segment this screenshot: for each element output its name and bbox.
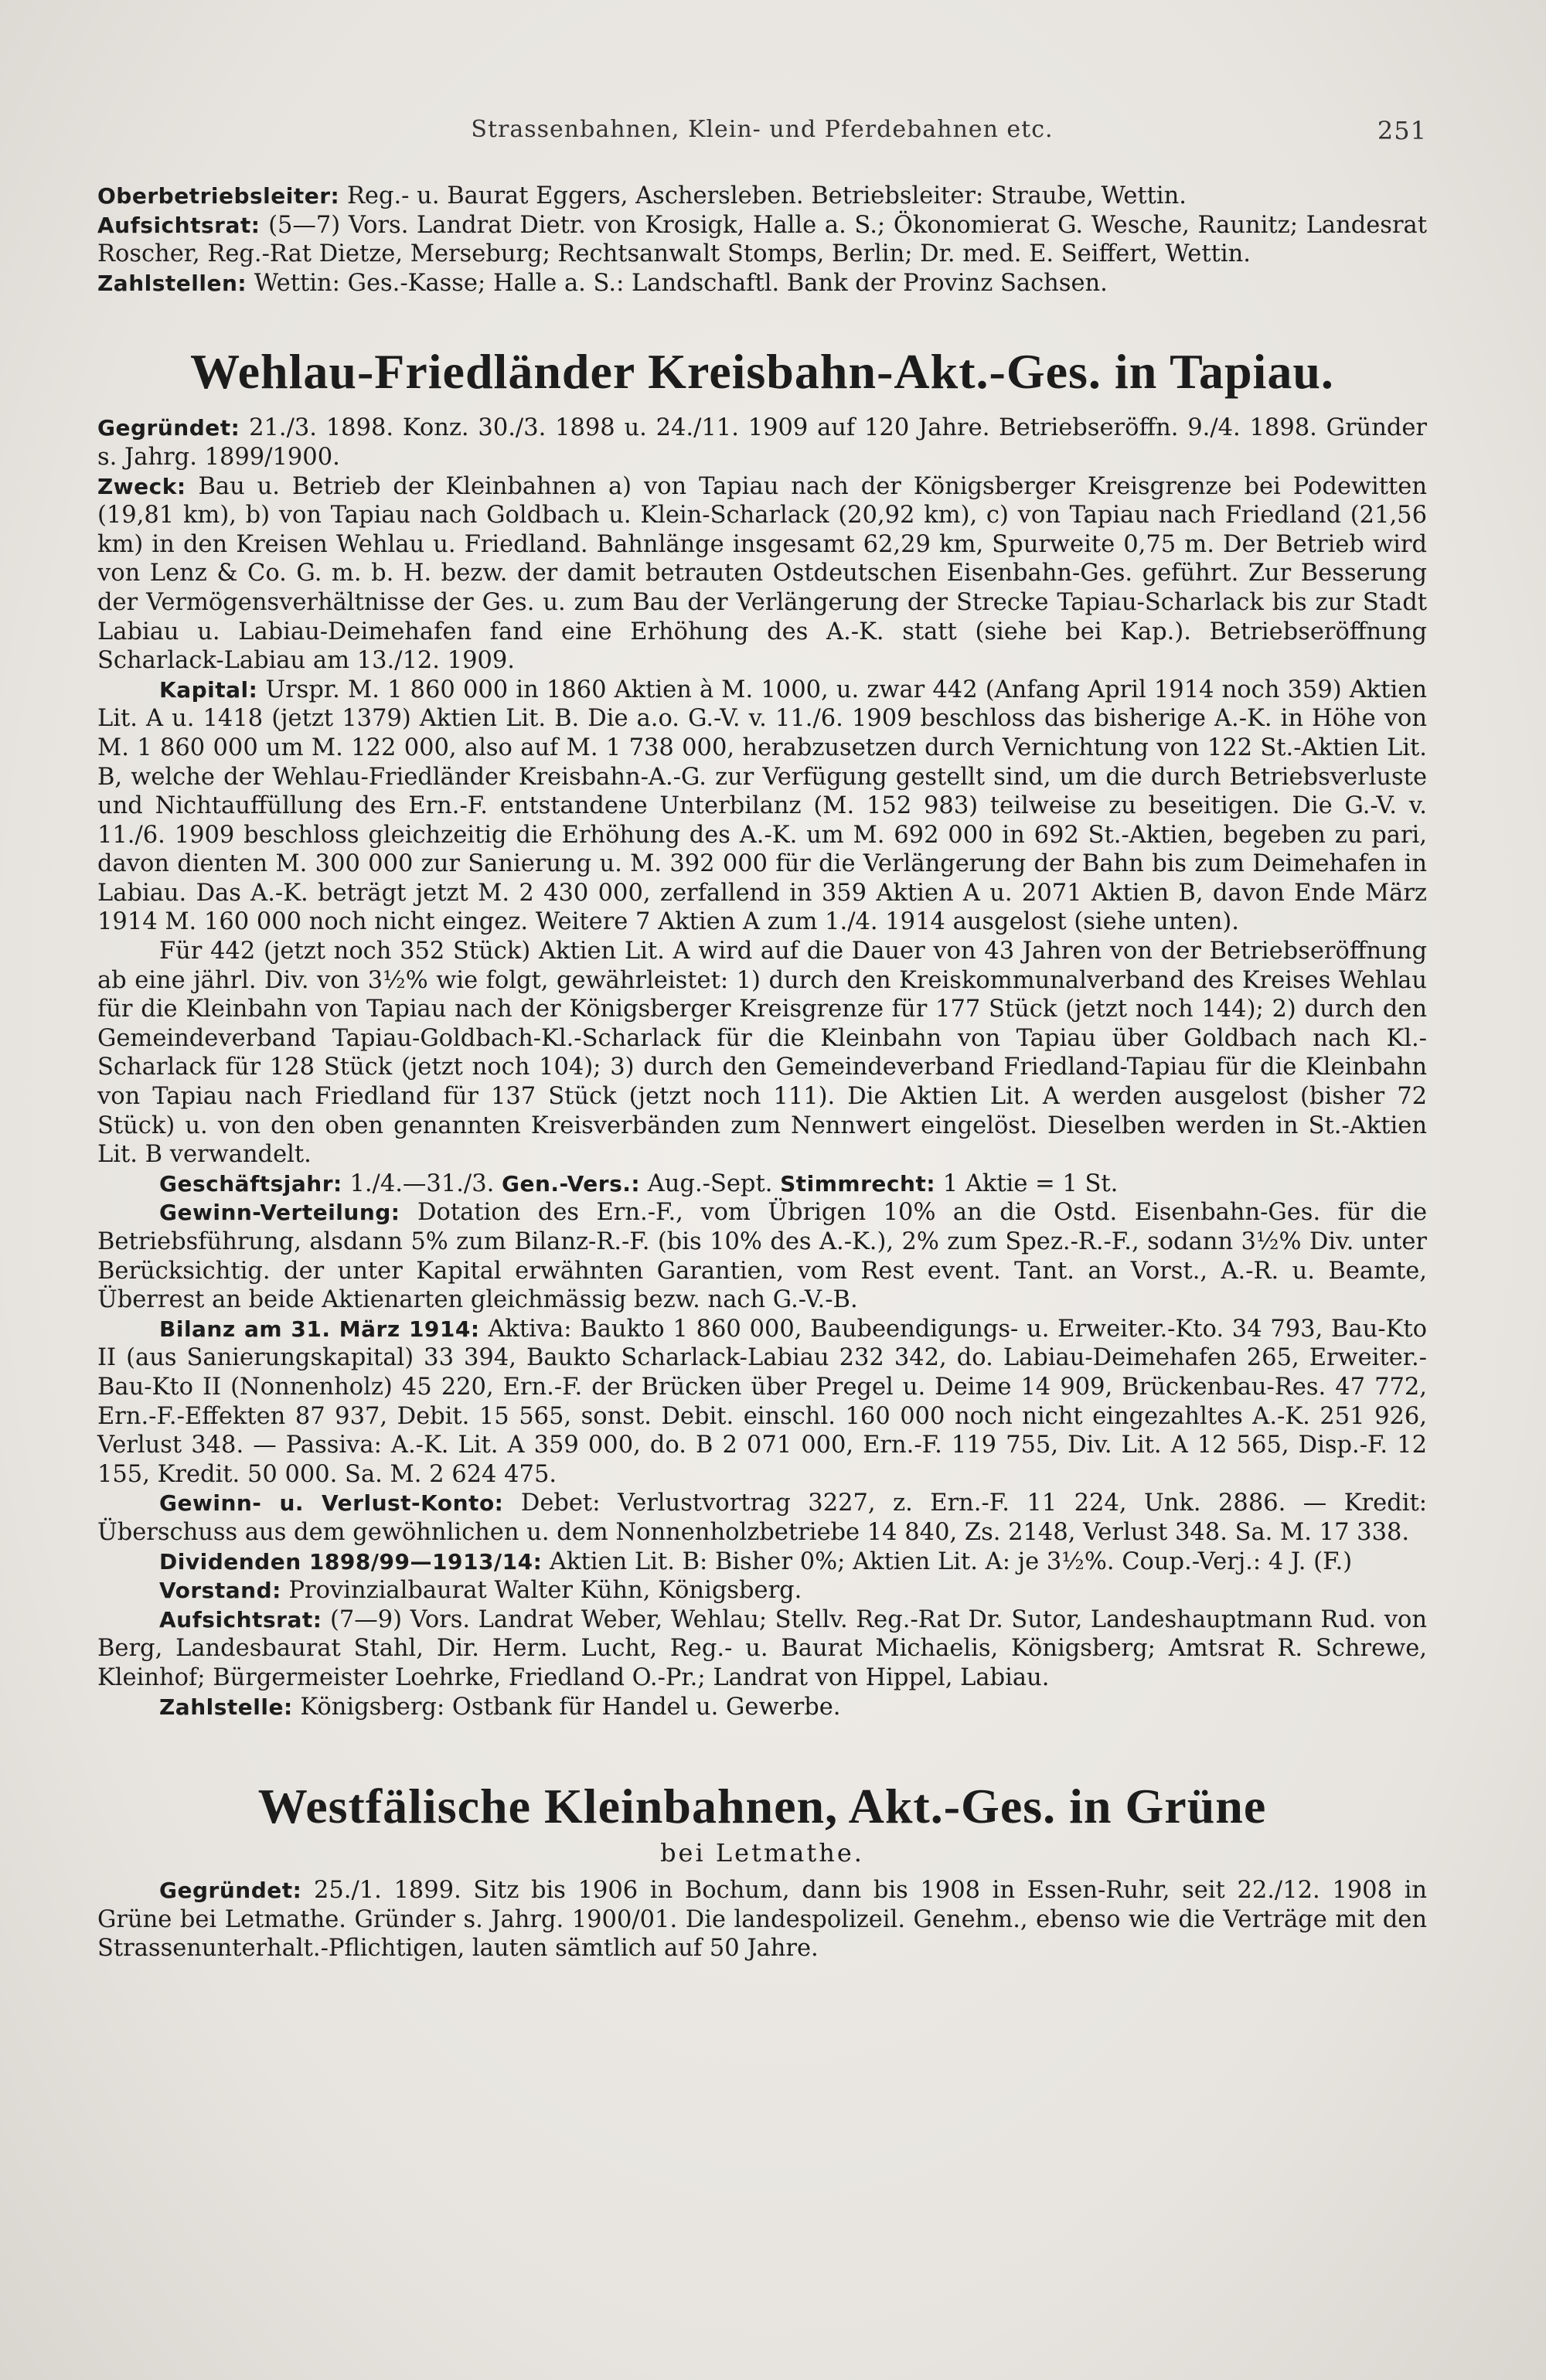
text-aufsichtsrat-wehlau: (7—9) Vors. Landrat Weber, Wehlau; Stellv. Reg.-Rat Dr. Sutor, Landeshauptmann Rud. von Berg, Landesbaurat Stahl, Dir. Herm. Lucht, Reg.- u. Baurat Michaelis, Königsberg; Amtsrat R. Schrewe, Kleinhof; Bürgermeister Loehrke, Friedland O.-Pr.; Landrat von Hippel, Labiau.: [97, 1605, 1427, 1691]
label-gegruendet-westfalen: Gegründet:: [159, 1878, 302, 1904]
text-gegruendet-wehlau: 21./3. 1898. Konz. 30./3. 1898 u. 24./11. 1909 auf 120 Jahre. Betriebseröffn. 9./4. 1898. Gründer s. Jahrg. 1899/1900.: [97, 414, 1427, 471]
label-kapital: Kapital:: [159, 676, 258, 703]
label-oberbetriebsleiter: Oberbetriebsleiter:: [97, 183, 340, 209]
label-zahlstelle-wehlau: Zahlstelle:: [159, 1694, 293, 1720]
paragraph-aufsichtsrat-intro: [97, 211, 1427, 269]
label-gewinn-verlust-konto: Gewinn- u. Verlust-Konto:: [159, 1490, 504, 1517]
heading-subtitle-letmathe: bei Letmathe.: [660, 1838, 864, 1868]
running-title: Strassenbahnen, Klein- und Pferdebahnen etc.: [471, 116, 1054, 143]
label-aufsichtsrat-wehlau: Aufsichtsrat:: [159, 1606, 322, 1633]
label-aufsichtsrat-intro: Aufsichtsrat:: [97, 212, 261, 238]
paragraph-gegruendet-wehlau: [97, 414, 1427, 472]
text-gewinn-verteilung: Dotation des Ern.-F., vom Übrigen 10% an die Ostd. Eisenbahn-Ges. für die Betriebsführung, alsdann 5% zum Bilanz-R.-F. (bis 10% des A.-K.), 2% zum Spez.-R.-F., sodann 3½% Div. unter Berücksichtig. der unter Kapital erwähnten Garantien, vom Rest event. Tant. an Vorst., A.-R. u. Beamte, Überrest an beide Aktienarten gleichmässig bezw. nach G.-V.-B.: [97, 1199, 1428, 1314]
text-dividenden: Aktien Lit. B: Bisher 0%; Aktien Lit. A: je 3½%. Coup.-Verj.: 4 J. (F.): [550, 1548, 1353, 1575]
text-gegruendet-westfalen: 25./1. 1899. Sitz bis 1906 in Bochum, dann bis 1908 in Essen-Ruhr, seit 22./12. 1908 in Grüne bei Letmathe. Gründer s. Jahrg. 1900/01. Die landespolizeil. Genehm., ebenso wie die Verträge mit den Strassenunterhalt.-Pflichtigen, lauten sämtlich auf 50 Jahre.: [97, 1877, 1427, 1963]
text-geschaeftsjahr: 1./4.—31./3.: [349, 1170, 495, 1197]
paragraph-gewinn-verteilung: [97, 1198, 1427, 1314]
paragraph-garantie: Für 442 (jetzt noch 352 Stück) Aktien Lit. A wird auf die Dauer von 43 Jahren von der Betriebseröffnung ab eine jährl. Div. von 3½% wie folgt, gewährleistet: 1) durch den Kreiskommunalverband des Kreises Wehlau für die Kleinbahn von Tapiau nach der Königsberger Kreisgrenze für 177 Stück (jetzt noch 144); 2) durch den Gemeindeverband Tapiau-Goldbach-Kl.-Scharlack für die Kleinbahn von Tapiau über Goldbach nach Kl.-Scharlack für 128 Stück (jetzt noch 104); 3) durch den Gemeindeverband Friedland-Tapiau für die Kleinbahn von Tapiau nach Friedland für 137 Stück (jetzt noch 111). Die Aktien Lit. A werden ausgelost (bisher 72 Stück) u. von den oben genannten Kreisverbänden zum Nennwert eingelöst. Dieselben werden in St.-Aktien Lit. B verwandelt.: [97, 938, 1427, 1169]
label-gegruendet-wehlau: Gegründet:: [97, 415, 240, 441]
label-dividenden: Dividenden 1898/99—1913/14:: [159, 1548, 543, 1575]
label-gewinn-verteilung: Gewinn-Verteilung:: [159, 1200, 400, 1226]
running-header: [97, 116, 1427, 143]
paragraph-oberbetriebsleiter: [97, 182, 1427, 211]
text-stimmrecht: 1 Aktie = 1 St.: [942, 1170, 1119, 1197]
text-aufsichtsrat-intro: (5—7) Vors. Landrat Dietr. von Krosigk, Halle a. S.; Ökonomierat G. Wesche, Raunitz; Landesrat Roscher, Reg.-Rat Dietze, Merseburg; Rechtsanwalt Stomps, Berlin; Dr. med. E. Seiffert, Wettin.: [97, 211, 1427, 268]
paragraph-dividenden: [97, 1548, 1427, 1577]
paragraph-geschaeftsjahr: [97, 1170, 1427, 1199]
paragraph-bilanz: [97, 1315, 1427, 1490]
text-gewinn-verlust-konto: Debet: Verlustvortrag 3227, z. Ern.-F. 11 224, Unk. 2886. — Kredit: Überschuss aus dem gewöhnlichen u. dem Nonnenholzbetriebe 14 840, Zs. 2148, Verlust 348. Sa. M. 17 338.: [97, 1490, 1428, 1546]
text-kapital: Urspr. M. 1 860 000 in 1860 Aktien à M. 1000, u. zwar 442 (Anfang April 1914 noch 359) Aktien Lit. A u. 1418 (jetzt 1379) Aktien Lit. B. Die a.o. G.-V. v. 11./6. 1909 beschloss das bisherige A.-K. in Höhe von M. 1 860 000 um M. 122 000, also auf M. 1 738 000, herabzusetzen durch Vernichtung von 122 St.-Aktien Lit. B, welche der Wehlau-Friedländer Kreisbahn-A.-G. zur Verfügung gestellt sind, um die durch Betriebsverluste und Nichtauffüllung des Ern.-F. entstandene Unterbilanz (M. 152 983) teilweise zu beseitigen. Die G.-V. v. 11./6. 1909 beschloss gleichzeitig die Erhöhung des A.-K. um M. 692 000 in 692 St.-Aktien, begeben zu pari, davon dienten M. 300 000 zur Sanierung u. M. 392 000 für die Verlängerung der Bahn bis zum Deimehafen in Labiau. Das A.-K. beträgt jetzt M. 2 430 000, zerfallend in 359 Aktien A u. 2071 Aktien B, davon Ende März 1914 M. 160 000 noch nicht eingez. Weitere 7 Aktien A zum 1./4. 1914 ausgelost (siehe unten).: [97, 676, 1427, 936]
label-vorstand: Vorstand:: [159, 1578, 281, 1604]
paragraph-vorstand: [97, 1576, 1427, 1605]
label-stimmrecht: Stimmrecht:: [780, 1170, 936, 1197]
text-zahlstellen-intro: Wettin: Ges.-Kasse; Halle a. S.: Landschaftl. Bank der Provinz Sachsen.: [254, 269, 1108, 297]
text-bilanz: Aktiva: Baukto 1 860 000, Baubeendigungs- u. Erweiter.-Kto. 34 793, Bau-Kto II (aus Sanierungskapital) 33 394, Baukto Scharlack-Labiau 232 342, do. Labiau-Deimehafen 265, Erweiter.-Bau-Kto II (Nonnenholz) 45 220, Ern.-F. der Brücken über Pregel u. Deime 14 909, Brückenbau-Res. 47 772, Ern.-F.-Effekten 87 937, Debit. 15 565, sonst. Debit. einschl. 160 000 noch nicht eingezahltes A.-K. 251 926, Verlust 348. — Passiva: A.-K. Lit. A 359 000, do. B 2 071 000, Ern.-F. 119 755, Div. Lit. A 12 565, Disp.-F. 12 155, Kredit. 50 000. Sa. M. 2 624 475.: [97, 1315, 1427, 1488]
label-zahlstellen-intro: Zahlstellen:: [97, 270, 247, 296]
paragraph-gegruendet-westfalen: [97, 1876, 1427, 1963]
page-content: [97, 116, 1427, 1963]
text-vorstand: Provinzialbaurat Walter Kühn, Königsberg.: [288, 1577, 802, 1605]
label-geschaeftsjahr: Geschäftsjahr:: [159, 1170, 342, 1197]
paragraph-zweck: [97, 472, 1427, 676]
paragraph-aufsichtsrat-wehlau: [97, 1605, 1427, 1693]
paragraph-gewinn-verlust-konto: [97, 1489, 1427, 1547]
paragraph-kapital: [97, 676, 1427, 937]
heading-westfaelische-kleinbahnen: Westfälische Kleinbahnen, Akt.-Ges. in Grüne: [257, 1779, 1267, 1834]
paragraph-zahlstelle-wehlau: [97, 1693, 1427, 1722]
label-bilanz: Bilanz am 31. März 1914:: [159, 1316, 480, 1342]
page-number: 251: [1377, 116, 1427, 145]
label-gen-vers: Gen.-Vers.:: [502, 1170, 641, 1197]
text-oberbetriebsleiter: Reg.- u. Baurat Eggers, Aschersleben. Betriebsleiter: Straube, Wettin.: [346, 182, 1187, 209]
heading-wehlau-friedlaender: Wehlau-Friedländer Kreisbahn-Akt.-Ges. in Tapiau.: [190, 344, 1334, 400]
text-zweck: Bau u. Betrieb der Kleinbahnen a) von Tapiau nach der Königsberger Kreisgrenze bei Podewitten (19,81 km), b) von Tapiau nach Goldbach u. Klein-Scharlack (20,92 km), c) von Tapiau nach Friedland (21,56 km) in den Kreisen Wehlau u. Friedland. Bahnlänge insgesamt 62,29 km, Spurweite 0,75 m. Der Betrieb wird von Lenz & Co. G. m. b. H. bezw. der damit betrauten Ostdeutschen Eisenbahn-Ges. geführt. Zur Besserung der Vermögensverhältnisse der Ges. u. zum Bau der Verlängerung der Strecke Tapiau-Scharlack bis zur Stadt Labiau u. Labiau-Deimehafen fand eine Erhöhung des A.-K. statt (siehe bei Kap.). Betriebseröffnung Scharlack-Labiau am 13./12. 1909.: [97, 472, 1427, 675]
text-gen-vers: Aug.-Sept.: [647, 1170, 773, 1197]
label-zweck: Zweck:: [97, 473, 186, 499]
text-zahlstelle-wehlau: Königsberg: Ostbank für Handel u. Gewerbe.: [300, 1693, 841, 1721]
paragraph-zahlstellen-intro: [97, 269, 1427, 298]
